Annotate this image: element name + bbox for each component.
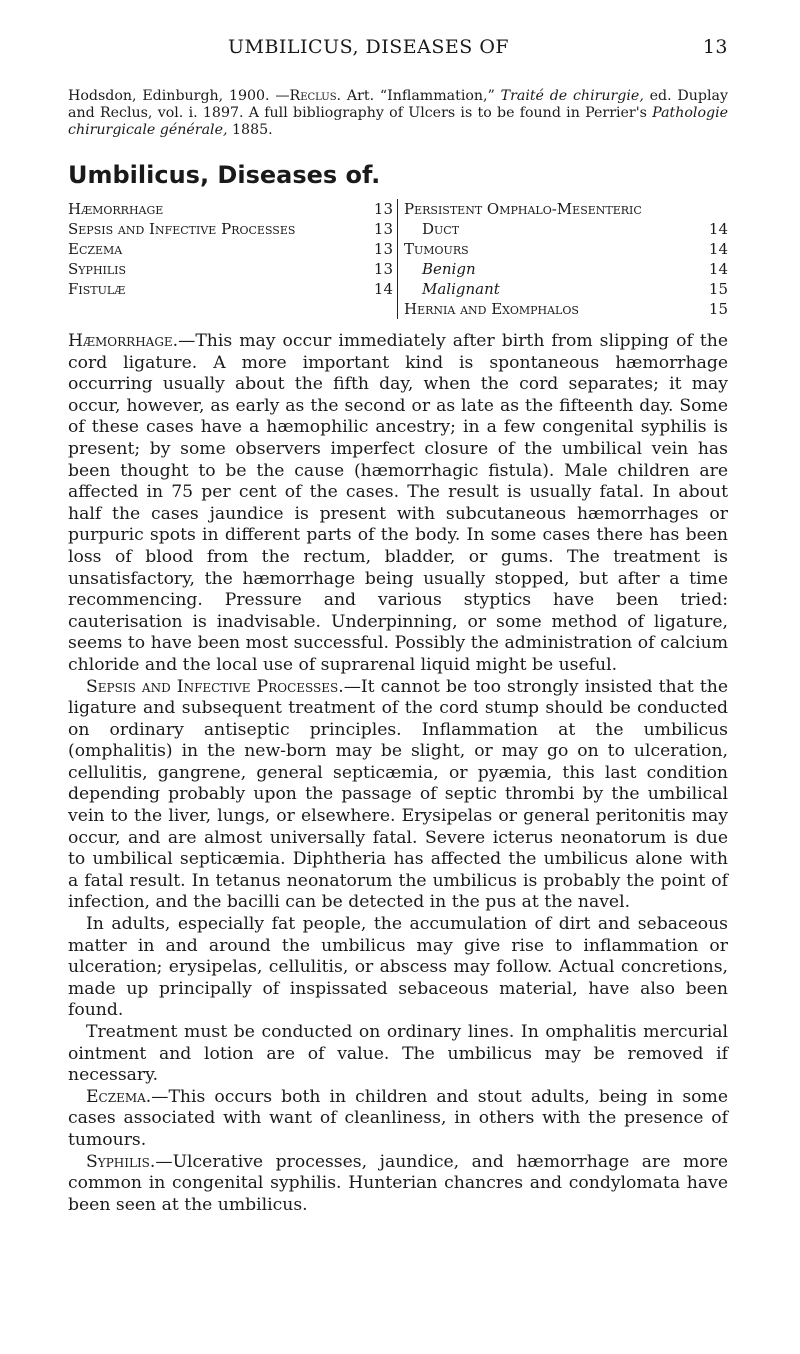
paragraph-text: Treatment must be conducted on ordinary lines. In omphalitis mercurial ointment and lotion are of value. The umbilicus may be removed if necessary. (68, 1022, 728, 1086)
toc-entry-page: 14 (373, 280, 393, 298)
biblio-part-2: Art. “Inflammation,” (341, 88, 501, 104)
toc-left-column (68, 199, 398, 319)
toc-entry (404, 239, 728, 259)
toc-entry (68, 239, 393, 259)
paragraph-heading: Eczema. (86, 1086, 152, 1107)
toc-entry-page: 13 (373, 260, 393, 278)
paragraph-sepsis (68, 677, 728, 915)
toc-entry (68, 279, 393, 299)
paragraph-adults (68, 914, 728, 1022)
paragraph-text: —This may occur immediately after birth from slipping of the cord ligature. A more important kind is spontaneous hæmorrhage occurring usually about the fifth day, when the cord separates; it may occur, however, as early as the second or as late as the fifteenth day. Some of these cases have a hæmophilic ancestry; in a few congenital syphilis is present; by some observers imperfect closure of the umbilical vein has been thought to be the cause (hæmorrhagic fistula). Male children are affected in 75 per cent of the cases. The result is usually fatal. In about half the cases jaundice is present with subcutaneous hæmorrhages or purpuric spots in different parts of the body. In some cases there has been loss of blood from the rectum, bladder, or gums. The treatment is unsatisfactory, the hæmorrhage being usually stopped, but after a time recommencing. Pressure and various styptics have been tried: cauterisation is inadvisable. Underpinning, or some method of ligature, seems to have been most successful. Possibly the administration of calcium chloride and the local use of suprarenal liquid might be useful. (68, 331, 728, 675)
biblio-author: Reclus. (289, 88, 342, 104)
toc-entry-label: Hernia and Exomphalos (404, 300, 579, 318)
toc-entry-label: Duct (422, 220, 460, 238)
toc-entry-page: 14 (708, 260, 728, 278)
toc-entry-label: Benign (422, 260, 476, 278)
biblio-part-1: Hodsdon, Edinburgh, 1900. — (68, 88, 290, 104)
paragraph-heading: Hæmorrhage. (68, 331, 179, 351)
toc-entry (68, 219, 393, 239)
paragraph-haemorrhage (68, 331, 728, 677)
paragraph-treatment (68, 1022, 728, 1087)
toc-entry (404, 219, 728, 239)
paragraph-text: —It cannot be too strongly insisted that the ligature and subsequent treatment of the cord stump should be conducted on ordinary antiseptic principles. Inflammation at the umbilicus (omphalitis) in the new-born may be slight, or may go on to ulceration, cellulitis, gangrene, general septicæmia, or pyæmia, this last condition depending probably upon the passage of septic thrombi by the umbilical vein to the liver, lungs, or elsewhere. Erysipelas or general peritonitis may occur, and are almost universally fatal. Severe icterus neonatorum is due to umbilical septicæmia. Diphtheria has affected the umbilicus alone with a fatal result. In tetanus neonatorum the umbilicus is probably the point of infection, and the bacilli can be detected in the pus at the navel. (68, 676, 728, 913)
toc-entry-label: Persistent Omphalo-Mesenteric (404, 200, 642, 218)
toc-entry (68, 259, 393, 279)
toc-entry-label: Tumours (404, 240, 469, 258)
paragraph-text: —This occurs both in children and stout adults, being in some cases associated with want of cleanliness, in others with the presence of tumours. (68, 1086, 728, 1150)
paragraph-heading: Sepsis and Infective Processes. (86, 676, 344, 697)
paragraph-syphilis (68, 1152, 728, 1217)
toc-entry-label: Malignant (422, 280, 500, 298)
toc-entry-page: 13 (373, 220, 393, 238)
toc-entry (404, 279, 728, 299)
toc-entry-page: 14 (708, 240, 728, 258)
paragraph-heading: Syphilis. (86, 1151, 156, 1172)
running-head (68, 36, 728, 62)
biblio-work-1: Traité de chirurgie, (500, 88, 644, 104)
biblio-work-2: Pathologie chirurgicale générale, (68, 105, 728, 138)
running-title: UMBILICUS, DISEASES OF (228, 36, 510, 58)
page-number: 13 (702, 36, 728, 58)
biblio-part-3: ed. Duplay and Reclus, vol. i. 1897. A full bibliography of Ulcers is to be found in Perrier's (68, 88, 728, 121)
toc-entry-page: 15 (708, 280, 728, 298)
toc-entry (404, 199, 728, 219)
toc-entry-label: Hæmorrhage (68, 200, 164, 218)
bibliography-text (68, 88, 728, 139)
toc-entry-page: 13 (373, 200, 393, 218)
paragraph-eczema (68, 1087, 728, 1152)
toc-entry-label: Fistulæ (68, 280, 126, 298)
toc-entry-label: Sepsis and Infective Processes (68, 220, 296, 238)
toc-entry-page: 13 (373, 240, 393, 258)
toc-entry-page: 14 (708, 220, 728, 238)
toc-entry (68, 199, 393, 219)
toc-entry-page: 15 (708, 300, 728, 318)
section-title: Umbilicus, Diseases of. (68, 161, 381, 189)
toc-entry (404, 259, 728, 279)
toc-right-column (398, 199, 728, 319)
page (68, 36, 728, 1216)
toc-entry-label: Eczema (68, 240, 123, 258)
article-body (68, 331, 728, 1216)
toc-entry-label: Syphilis (68, 260, 127, 278)
paragraph-text: —Ulcerative processes, jaundice, and hæmorrhage are more common in congenital syphilis. Hunterian chancres and condylomata have been seen at the umbilicus. (68, 1151, 728, 1215)
biblio-part-4: 1885. (227, 122, 273, 138)
paragraph-text: In adults, especially fat people, the accumulation of dirt and sebaceous matter in and around the umbilicus may give rise to inflammation or ulceration; erysipelas, cellulitis, or abscess may follow. Actual concretions, made up principally of inspissated sebaceous material, have also been found. (68, 914, 728, 1021)
toc-entry (404, 299, 728, 319)
table-of-contents (68, 199, 728, 319)
